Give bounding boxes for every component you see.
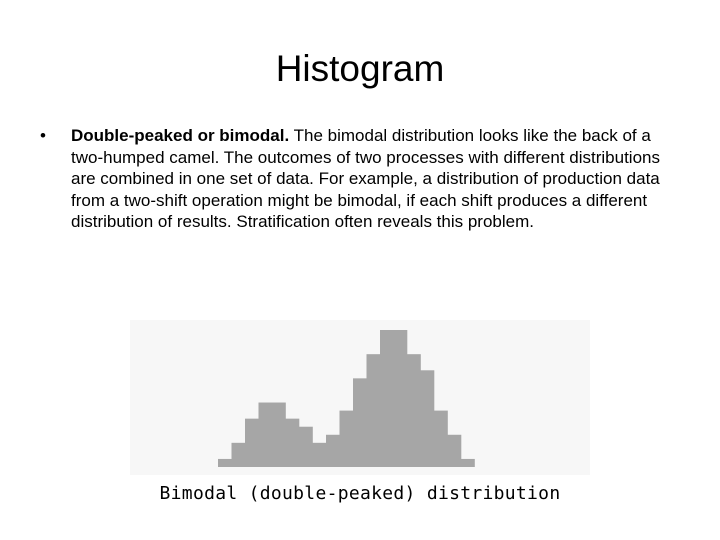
histogram-bar xyxy=(259,403,273,467)
histogram-bar xyxy=(380,330,394,467)
histogram-bar xyxy=(245,419,259,467)
histogram-bar xyxy=(272,403,286,467)
histogram-bar xyxy=(394,330,408,467)
histogram-bar xyxy=(353,378,367,467)
histogram-bar xyxy=(299,427,313,467)
histogram-bar xyxy=(326,435,340,467)
histogram-chart xyxy=(130,320,590,475)
histogram-bar xyxy=(313,443,327,467)
figure-caption: Bimodal (double-peaked) distribution xyxy=(159,483,561,504)
histogram-figure xyxy=(130,320,590,475)
histogram-bar xyxy=(218,459,232,467)
histogram-bar xyxy=(421,370,435,467)
bullet-body: The bimodal distribution looks like the back of a two-humped camel. The outcomes of two processes with different distributions are combined in one set of data. For example, a distribution of production data from a two-shift operation might be bimodal, if each shift produces a different distribution of results. Stratification often reveals this problem. xyxy=(71,126,660,231)
histogram-bar xyxy=(434,411,448,467)
bullet-symbol: • xyxy=(40,126,46,145)
histogram-bar xyxy=(232,443,246,467)
histogram-bar xyxy=(461,459,475,467)
histogram-bar xyxy=(448,435,462,467)
histogram-bar xyxy=(407,354,421,467)
histogram-bar xyxy=(286,419,300,467)
bullet-text xyxy=(71,125,681,233)
bullet-bold-lead: Double-peaked or bimodal. xyxy=(71,126,290,145)
slide-title: Histogram xyxy=(275,48,445,89)
histogram-bar xyxy=(367,354,381,467)
histogram-bar xyxy=(340,411,354,467)
